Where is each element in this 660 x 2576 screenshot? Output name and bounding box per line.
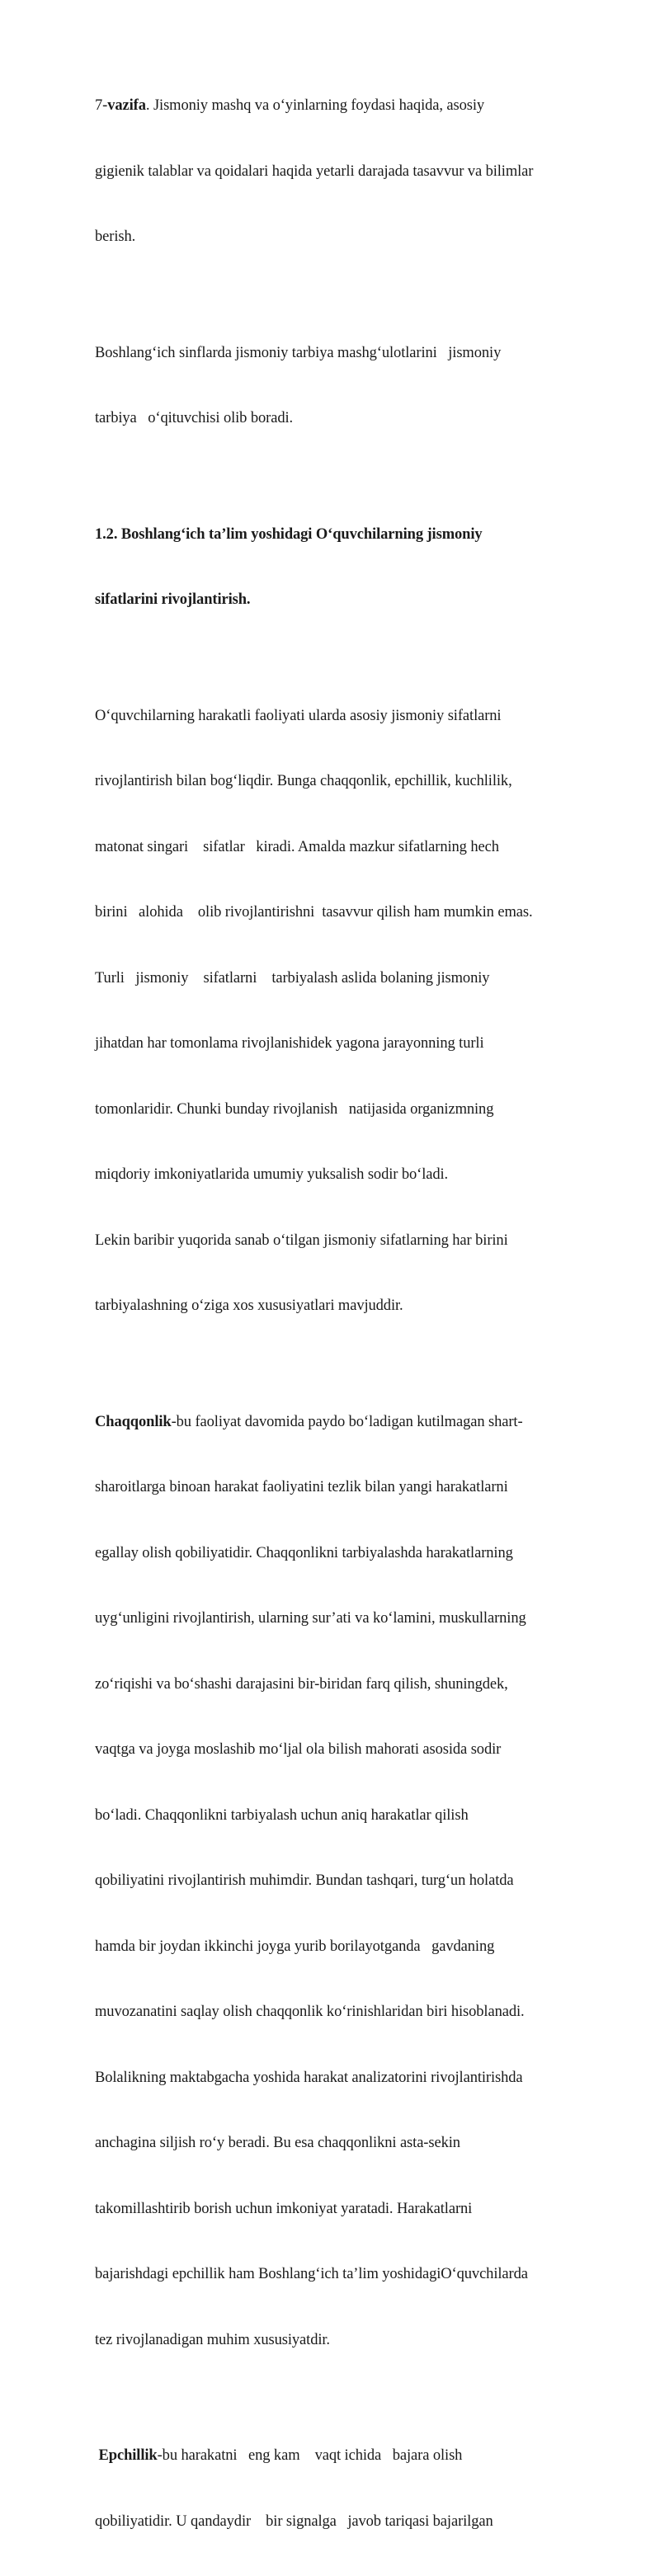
chaqqonlik-line: hamda bir joydan ikkinchi joyga yurib borilayotganda gavdaning [95, 1938, 495, 1955]
intro-line: O‘quvchilarning harakatli faoliyati ularda asosiy jismoniy sifatlarni [95, 707, 502, 724]
chaqqonlik-line: vaqtga va joyga moslashib mo‘ljal ola bilish mahorati asosida sodir [95, 1741, 502, 1758]
chaqqonlik-term: Chaqqonlik [95, 1413, 172, 1430]
chaqqonlik-line: muvozanatini saqlay olish chaqqonlik ko‘rinishlaridan biri hisoblanadi. [95, 2004, 525, 2020]
chaqqonlik-line: bajarishdagi epchillik ham Boshlang‘ich ta’lim yoshidagiO‘quvchilarda [95, 2266, 528, 2282]
chaqqonlik-line-1-text: -bu faoliyat davomida paydo bo‘ladigan kutilmagan shart- [171, 1413, 523, 1430]
epchillik-line-1 [95, 2445, 623, 2467]
intro-paragraph [95, 662, 623, 1361]
chaqqonlik-line: uyg‘unligini rivojlantirish, ularning sur’ati va ko‘lamini, muskullarning [95, 1610, 526, 1627]
teacher-paragraph [95, 299, 623, 473]
intro-line: birini alohida olib rivojlantirishni tasavvur qilish ham mumkin emas. [95, 904, 533, 921]
chaqqonlik-line: Bolalikning maktabgacha yoshida harakat analizatorini rivojlantirishda [95, 2069, 523, 2086]
intro-line: tomonlaridir. Chunki bunday rivojlanish natijasida organizmning [95, 1100, 494, 1118]
section-heading-line-2: sifatlarini rivojlantirish. [95, 591, 251, 608]
chaqqonlik-line: sharoitlarga binoan harakat faoliyatini tezlik bilan yangi harakatlarni [95, 1479, 508, 1495]
intro-line: matonat singari sifatlar kiradi. Amalda mazkur sifatlarning hech [95, 838, 499, 855]
task7-number: 7- [95, 97, 108, 114]
task7-term: vazifa [107, 97, 146, 114]
task7-line-1 [95, 95, 623, 117]
teacher-line-1: Boshlang‘ich sinflarda jismoniy tarbiya mashg‘ulotlarini jismoniy [95, 344, 502, 361]
document-page [95, 51, 623, 2576]
epchillik-term: Epchillik [98, 2447, 158, 2464]
intro-line: tarbiyalashning o‘ziga xos xususiyatlari mavjuddir. [95, 1297, 403, 1314]
task7-paragraph [95, 51, 623, 292]
chaqqonlik-paragraph [95, 1368, 623, 2395]
epchillik-line: qobiliyatidir. U qandaydir bir signalga javob tariqasi bajarilgan [95, 2512, 493, 2530]
intro-line: Turli jismoniy sifatlarni tarbiyalash aslida bolaning jismoniy [95, 969, 490, 987]
intro-line: jihatdan har tomonlama rivojlanishidek yagona jarayonning turli [95, 1035, 484, 1052]
chaqqonlik-line: tez rivojlanadigan muhim xususiyatdir. [95, 2331, 330, 2348]
intro-line: miqdoriy imkoniyatlarida umumiy yuksalish sodir bo‘ladi. [95, 1166, 449, 1183]
chaqqonlik-line: takomillashtirib borish uchun imkoniyat yaratadi. Harakatlarni [95, 2200, 473, 2217]
chaqqonlik-line: egallay olish qobiliyatidir. Chaqqonlikni tarbiyalashda harakatlarning [95, 1544, 513, 1561]
chaqqonlik-line: bo‘ladi. Chaqqonlikni tarbiyalash uchun aniq harakatlar qilish [95, 1806, 469, 1824]
teacher-line-2: tarbiya o‘qituvchisi olib boradi. [95, 410, 294, 426]
section-heading [95, 480, 623, 655]
section-heading-line-1: 1.2. Boshlang‘ich ta’lim yoshidagi O‘quvchilarning jismoniy [95, 525, 483, 543]
chaqqonlik-line-1 [95, 1411, 623, 1434]
chaqqonlik-line: zo‘riqishi va bo‘shashi darajasini bir-biridan farq qilish, shuningdek, [95, 1675, 508, 1693]
epchillik-line-1-text: -bu harakatni eng kam vaqt ichida bajara olish [157, 2447, 463, 2464]
task7-line-2: gigienik talablar va qoidalari haqida yetarli darajada tasavvur va bilimlar [95, 162, 534, 180]
intro-line: Lekin baribir yuqorida sanab o‘tilgan jismoniy sifatlarning har birini [95, 1231, 508, 1249]
intro-line: rivojlantirish bilan bog‘liqdir. Bunga chaqqonlik, epchillik, kuchlilik, [95, 773, 512, 789]
task7-line-3: berish. [95, 228, 136, 245]
epchillik-paragraph [95, 2401, 623, 2576]
chaqqonlik-line: qobiliyatini rivojlantirish muhimdir. Bundan tashqari, turg‘un holatda [95, 1872, 514, 1889]
chaqqonlik-line: anchagina siljish ro‘y beradi. Bu esa chaqqonlikni asta-sekin [95, 2135, 460, 2151]
task7-line-1-text: . Jismoniy mashq va o‘yinlarning foydasi haqida, asosiy [145, 97, 485, 114]
